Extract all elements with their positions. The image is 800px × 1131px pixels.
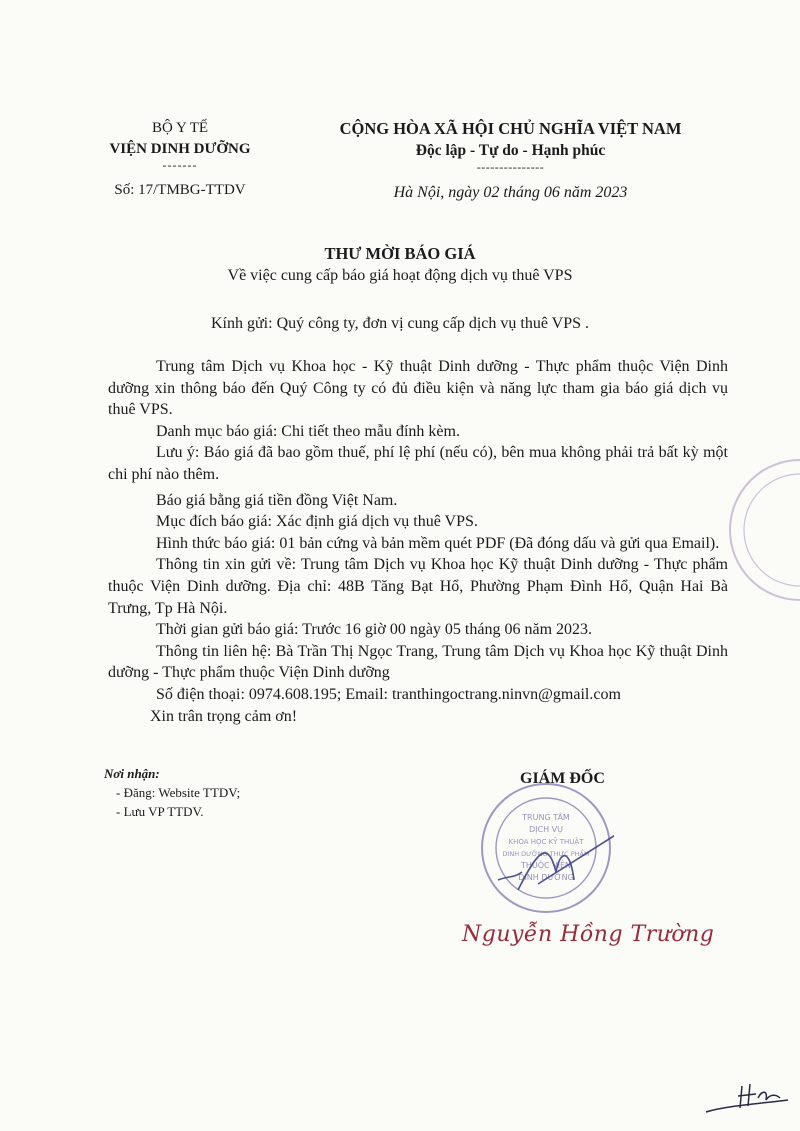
body-paragraph: Trung tâm Dịch vụ Khoa học - Kỹ thuật Dinh dưỡng - Thực phẩm thuộc Viện Dinh dưỡng xin thông báo đến Quý Công ty có đủ điều kiện và năng lực tham gia báo giá dịch vụ thuê VPS. (108, 358, 728, 419)
document-number: Số: 17/TMBG-TTDV (114, 182, 246, 198)
stamp-line: THUỘC VIỆN (520, 861, 572, 870)
edge-stamp (722, 455, 800, 605)
body-paragraph: Danh mục báo giá: Chi tiết theo mẫu đính kèm. (156, 422, 460, 440)
nation-name: CỘNG HÒA XÃ HỘI CHỦ NGHĨA VIỆT NAM (339, 119, 682, 138)
document-subtitle: Về việc cung cấp báo giá hoạt động dịch vụ thuê VPS (227, 267, 573, 284)
stamp-line: DINH DƯỠNG THỰC PHẨM (502, 850, 590, 858)
stamp-line: KHOA HỌC KỸ THUẬT (508, 838, 584, 846)
body-paragraph: Hình thức báo giá: 01 bản cứng và bản mềm quét PDF (Đã đóng dấu và gửi qua Email). (156, 534, 720, 552)
stamp-line: TRUNG TÂM (522, 813, 570, 822)
body-paragraph: Lưu ý: Báo giá đã bao gồm thuế, phí lệ phí (nếu có), bên mua không phải trả bất kỳ một chi phí nào thêm. (108, 444, 728, 483)
page-initials (696, 1076, 796, 1116)
receiver-item: - Đăng: Website TTDV; (116, 785, 241, 800)
stamp-line: DỊCH VỤ (529, 825, 563, 834)
national-motto: Độc lập - Tự do - Hạnh phúc (415, 142, 606, 159)
ministry-name: BỘ Y TẾ (151, 120, 209, 136)
official-stamp (478, 780, 614, 916)
document-title: THƯ MỜI BÁO GIÁ (324, 244, 476, 263)
issuer-header (80, 118, 280, 201)
signatory-name: Nguyễn Hồng Trường (462, 922, 715, 947)
closing-line: Xin trân trọng cảm ơn! (150, 707, 298, 725)
body-paragraph: Thông tin liên hệ: Bà Trần Thị Ngọc Trang, Trung tâm Dịch vụ Khoa học Kỹ thuật Dinh dưỡng - Thực phẩm thuộc Viện Dinh dưỡng (108, 642, 728, 682)
body-paragraph: Thời gian gửi báo giá: Trước 16 giờ 00 ngày 05 tháng 06 năm 2023. (156, 621, 593, 639)
letter-body (108, 356, 728, 727)
document-date: Hà Nội, ngày 02 tháng 06 năm 2023 (393, 184, 628, 201)
title-block (0, 243, 800, 287)
receiver-item: - Lưu VP TTDV. (116, 804, 204, 819)
header-right-separator: --------------- (476, 160, 545, 174)
signatory-title: GIÁM ĐỐC (520, 770, 605, 787)
receivers-label: Nơi nhận: (104, 766, 160, 781)
body-paragraph: Thông tin xin gửi về: Trung tâm Dịch vụ Khoa học Kỹ thuật Dinh dưỡng - Thực phẩm thuộc Viện Dinh dưỡng. Địa chỉ: 48B Tăng Bạt Hổ, Phường Phạm Đình Hổ, Quận Hai Bà Trưng, Tp Hà Nội. (108, 556, 728, 617)
recipient-line: Kính gửi: Quý công ty, đơn vị cung cấp dịch vụ thuê VPS . (211, 315, 589, 332)
institute-name: VIỆN DINH DƯỠNG (109, 141, 251, 157)
body-paragraph: Báo giá bằng giá tiền đồng Việt Nam. (156, 491, 398, 509)
header-left-separator: ------- (162, 158, 198, 172)
body-paragraph: Số điện thoại: 0974.608.195; Email: tranthingoctrang.ninvn@gmail.com (156, 685, 621, 703)
body-paragraph: Mục đích báo giá: Xác định giá dịch vụ thuê VPS. (156, 513, 478, 531)
national-header (318, 118, 703, 204)
receivers-block (104, 764, 240, 821)
stamp-line: DINH DƯỠNG (518, 873, 574, 882)
